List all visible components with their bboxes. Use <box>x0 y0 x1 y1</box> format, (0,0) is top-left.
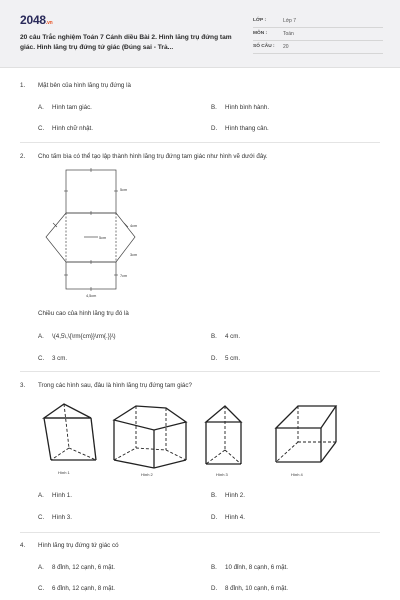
net-bottom-rectangle <box>66 262 116 289</box>
caption-figure-1: Hình 1 <box>58 470 70 475</box>
option-letter: D. <box>211 355 218 362</box>
option-text: 10 đỉnh, 8 cạnh, 6 mặt. <box>225 564 288 571</box>
option-letter: B. <box>211 564 217 571</box>
meta-count-row <box>253 42 383 54</box>
divider <box>20 371 380 372</box>
figure-3-triangular-prism <box>206 406 241 464</box>
question-number: 1. <box>20 82 26 89</box>
option-d[interactable] <box>211 125 269 132</box>
logo-suffix: .vn <box>45 20 53 26</box>
option-c[interactable] <box>38 125 93 132</box>
page-header <box>0 0 400 68</box>
divider <box>20 532 380 533</box>
option-letter: B. <box>211 104 217 111</box>
option-letter: A. <box>38 333 44 340</box>
option-c[interactable] <box>38 514 72 521</box>
option-b[interactable] <box>211 492 245 499</box>
option-text: \(4,5\,\{\rm{cm}}\rm{.}}\) <box>52 333 116 340</box>
option-a[interactable] <box>38 333 116 340</box>
option-c[interactable] <box>38 355 67 362</box>
label-7cm: 7cm <box>120 274 128 278</box>
option-text: 4 cm. <box>225 333 241 340</box>
meta-subject-label: MÔN : <box>253 31 268 36</box>
net-top-rectangle <box>66 170 116 213</box>
option-text: Hình 1. <box>52 492 72 499</box>
option-letter: C. <box>38 355 45 362</box>
option-letter: C. <box>38 585 45 592</box>
question-text: Mặt bên của hình lăng trụ đứng là <box>38 82 131 89</box>
figure-2-pentagonal-prism <box>114 406 186 468</box>
option-d[interactable] <box>211 514 245 521</box>
figure-4-quadrilateral-prism <box>276 406 336 462</box>
option-letter: A. <box>38 564 44 571</box>
prism-net-figure <box>38 165 158 300</box>
option-text: Hình 4. <box>225 514 245 521</box>
option-a[interactable] <box>38 104 92 111</box>
option-b[interactable] <box>211 333 240 340</box>
option-text: Hình thang cân. <box>225 125 269 132</box>
option-letter: B. <box>211 333 217 340</box>
meta-class-value: Lớp 7 <box>283 18 297 24</box>
question-number: 3. <box>20 382 26 389</box>
option-letter: A. <box>38 104 44 111</box>
option-letter: D. <box>211 585 218 592</box>
option-d[interactable] <box>211 355 240 362</box>
caption-figure-3: Hình 3 <box>216 472 228 477</box>
option-a[interactable] <box>38 492 72 499</box>
divider <box>20 142 380 143</box>
option-letter: D. <box>211 125 218 132</box>
document-title: 20 câu Trắc nghiệm Toán 7 Cánh diều Bài 2. Hình lăng trụ đứng tam giác. Hình lăng trụ đứng tứ giác (Đúng sai - Trả... <box>20 34 232 51</box>
option-text: Hình chữ nhật. <box>52 125 93 132</box>
option-text: Hình bình hành. <box>225 104 270 111</box>
meta-class-label: LỚP : <box>253 18 267 23</box>
option-letter: B. <box>211 492 217 499</box>
label-3cm: 3cm <box>130 253 138 257</box>
meta-count-label: SỐ CÂU : <box>253 44 275 49</box>
net-hexagon <box>46 213 138 262</box>
option-letter: A. <box>38 492 44 499</box>
question-text: Hình lăng trụ đứng tứ giác có <box>38 542 119 549</box>
question-subtext: Chiều cao của hình lăng trụ đó là <box>38 310 129 317</box>
option-text: Hình tam giác. <box>52 104 92 111</box>
site-logo[interactable] <box>20 13 53 27</box>
label-4-5cm: 4,5cm <box>86 294 97 298</box>
meta-subject-row <box>253 29 383 41</box>
option-c[interactable] <box>38 585 115 592</box>
question-number: 4. <box>20 542 26 549</box>
option-b[interactable] <box>211 104 269 111</box>
meta-class-row <box>253 16 383 28</box>
logo-text: 2048 <box>20 13 46 27</box>
meta-count-value: 20 <box>283 44 289 50</box>
option-text: 8 đỉnh, 10 cạnh, 6 mặt. <box>225 585 288 592</box>
option-text: 3 cm. <box>52 355 68 362</box>
figure-1-pyramid <box>44 404 96 460</box>
label-4cm: 4cm <box>130 224 138 228</box>
option-d[interactable] <box>211 585 288 592</box>
option-letter: C. <box>38 125 45 132</box>
option-letter: C. <box>38 514 45 521</box>
question-number: 2. <box>20 153 26 160</box>
question-text: Trong các hình sau, đâu là hình lăng trụ đứng tam giác? <box>38 382 192 389</box>
option-text: Hình 2. <box>225 492 245 499</box>
option-a[interactable] <box>38 564 115 571</box>
option-letter: D. <box>211 514 218 521</box>
question-text: Cho tấm bìa có thể tạo lập thành hình lăng trụ đứng tam giác như hình vẽ dưới đây. <box>38 153 268 160</box>
prism-figures <box>36 400 366 482</box>
caption-figure-2: Hình 2 <box>141 472 153 477</box>
option-text: 5 cm. <box>225 355 241 362</box>
label-5cm-top: 5cm <box>120 188 128 192</box>
option-text: 8 đỉnh, 12 cạnh, 6 mặt. <box>52 564 115 571</box>
option-b[interactable] <box>211 564 288 571</box>
option-text: 6 đỉnh, 12 cạnh, 8 mặt. <box>52 585 115 592</box>
meta-subject-value: Toán <box>283 31 294 37</box>
caption-figure-4: Hình 4 <box>291 472 303 477</box>
option-text: Hình 3. <box>52 514 72 521</box>
label-5cm-mid: 5cm <box>99 236 107 240</box>
